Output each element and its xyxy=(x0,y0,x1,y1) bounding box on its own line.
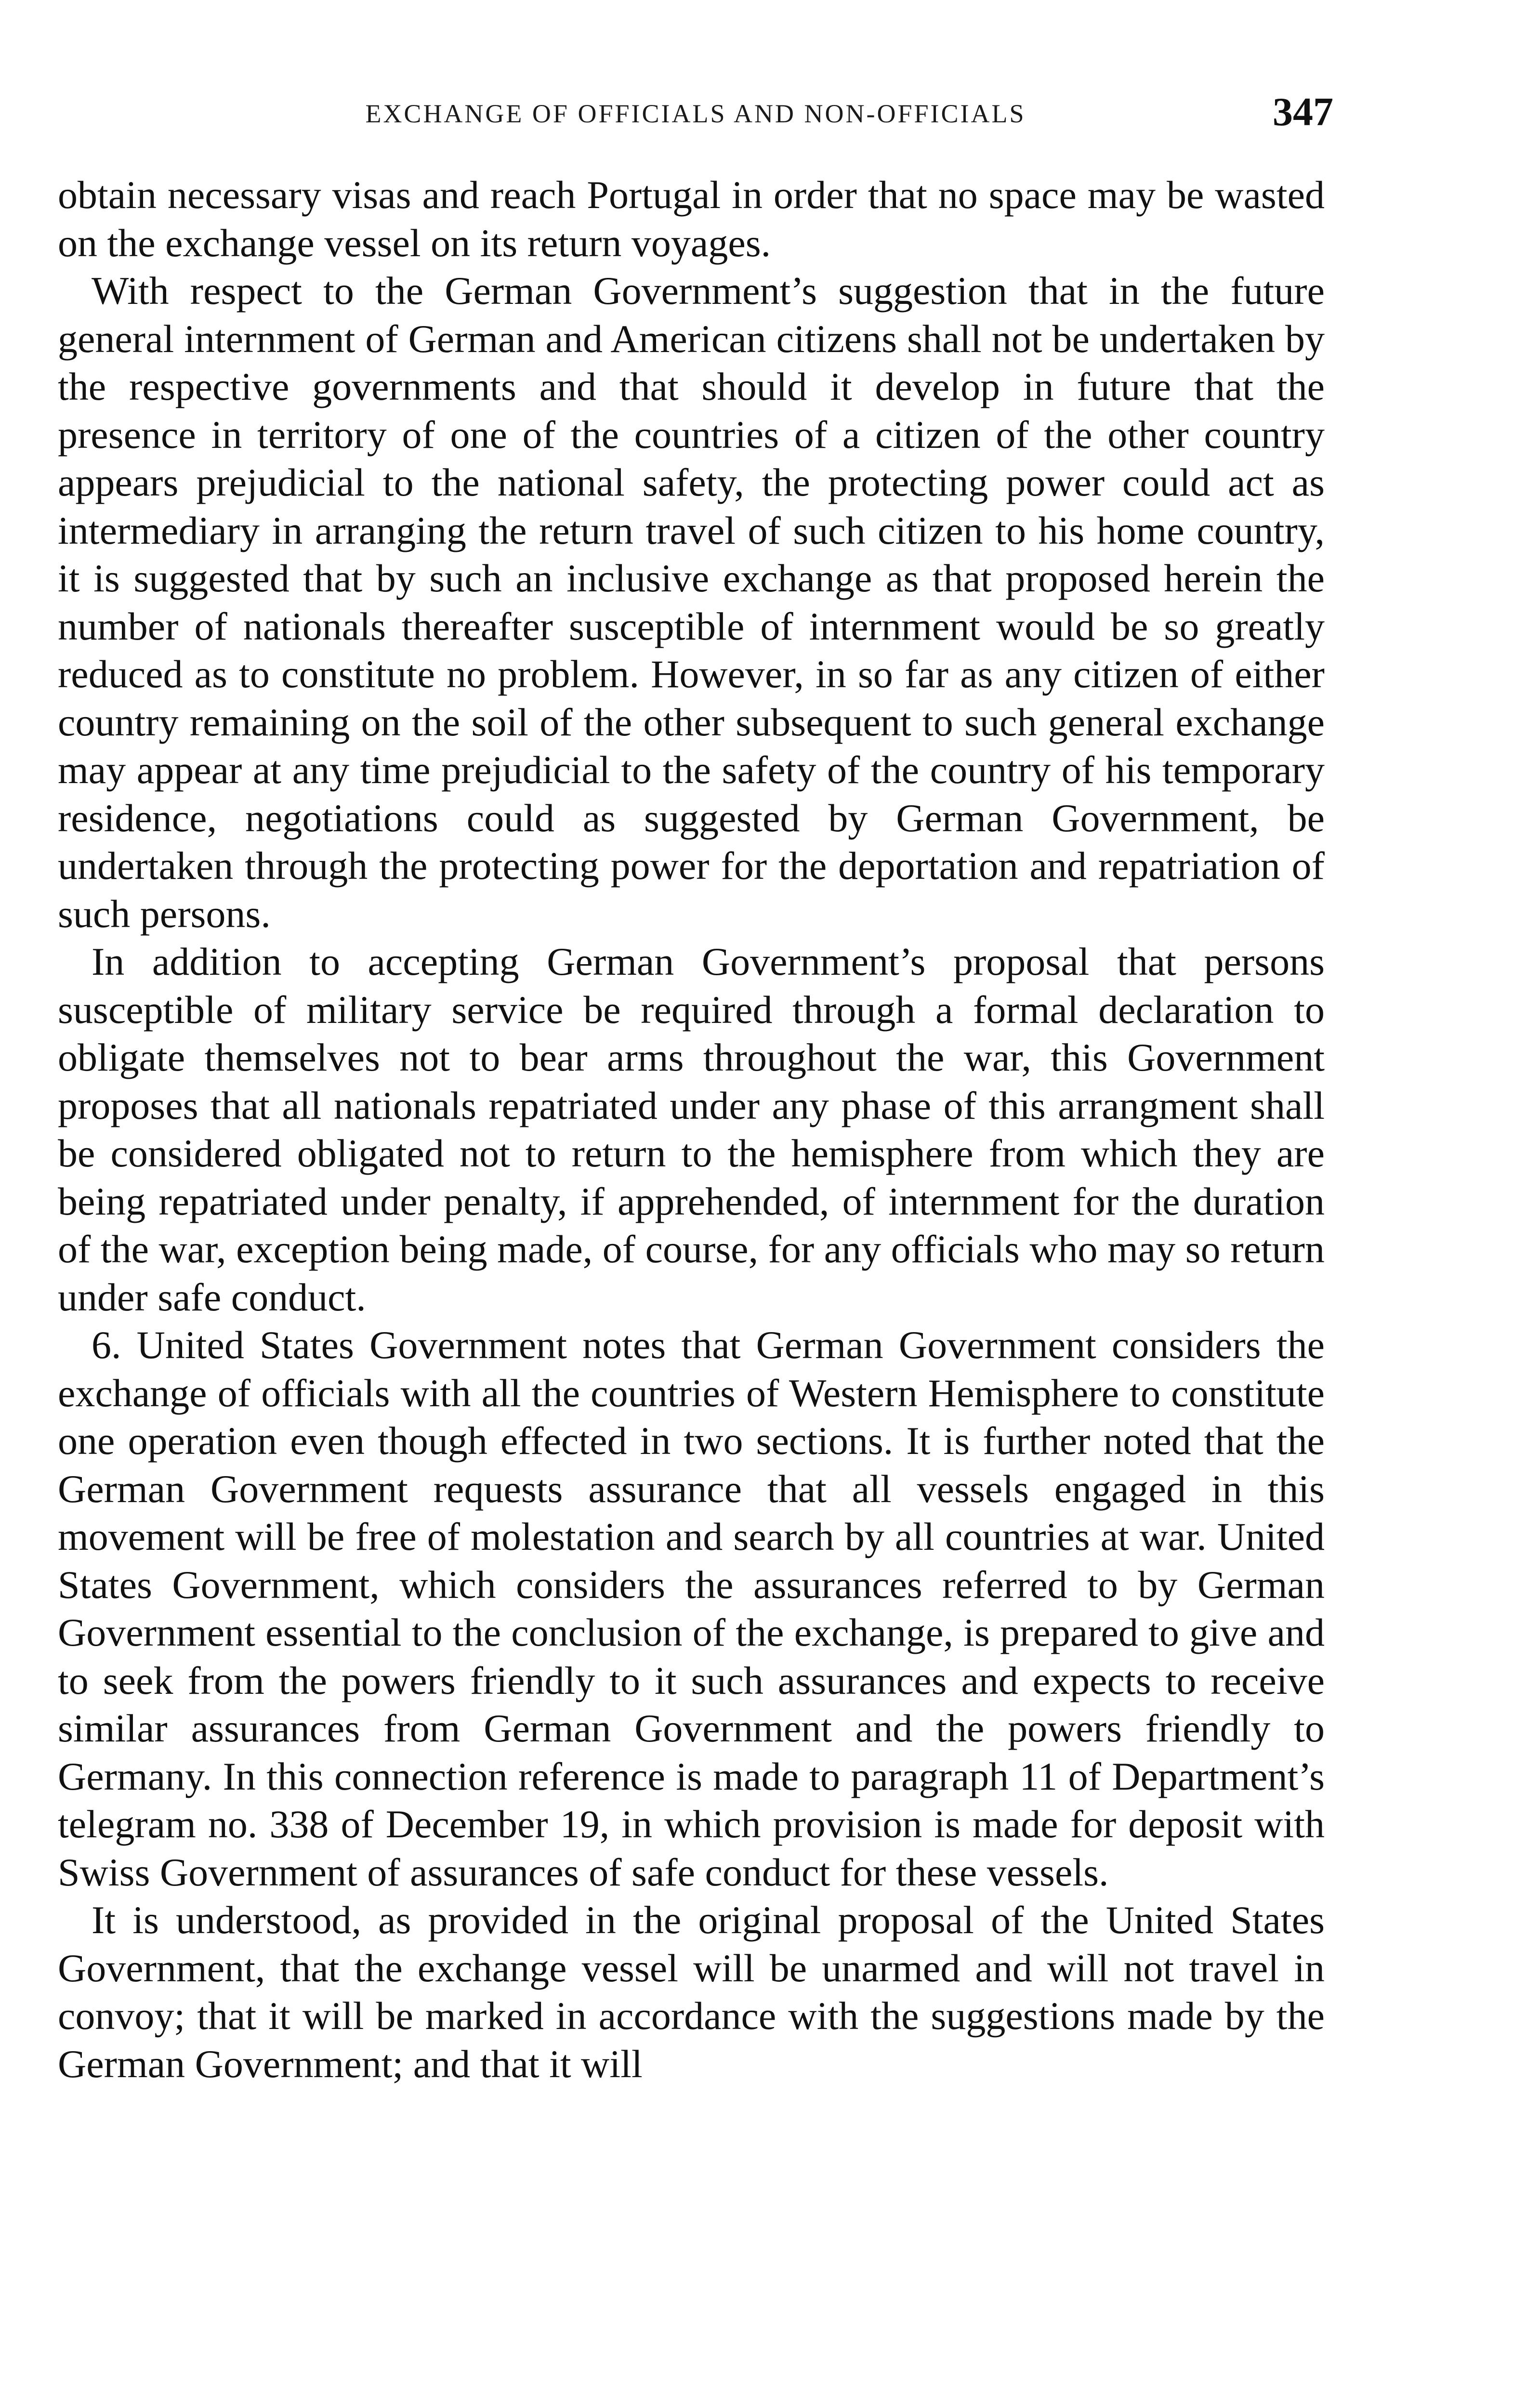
paragraph-continuation: obtain necessary visas and reach Portugal in order that no space may be wasted on the exchange vessel on its return voyages. xyxy=(58,173,1325,265)
page-number: 347 xyxy=(1273,90,1333,134)
paragraph-exchange-vessel: It is understood, as provided in the original proposal of the United States Government, that the exchange vessel will be unarmed and will not travel in convoy; that it will be marked in accordance with the suggestions made by the German Government; and that it will xyxy=(58,1898,1325,2086)
body-text xyxy=(58,171,1325,2088)
paragraph-section-6: 6. United States Government notes that German Government considers the exchange of officials with all the countries of Western Hemisphere to constitute one operation even though effected in two sections. It is further noted that the German Government requests assurance that all vessels engaged in this movement will be free of molestation and search by all countries at war. United States Government, which considers the assurances referred to by German Government essential to the conclusion of the exchange, is prepared to give and to seek from the powers friendly to it such assurances and expects to receive similar assurances from German Government and the powers friendly to Germany. In this connection reference is made to paragraph 11 of Department’s telegram no. 338 of December 19, in which provision is made for deposit with Swiss Government of assurances of safe conduct for these vessels. xyxy=(58,1323,1325,1894)
running-head-title: EXCHANGE OF OFFICIALS AND NON-OFFICIALS xyxy=(365,99,1026,128)
paragraph-internment: With respect to the German Government’s suggestion that in the future general internment of German and American citizens shall not be undertaken by the respective governments and that should it develop in future that the presence in territory of one of the countries of a citizen of the other country appears prejudicial to the national safety, the protecting power could act as intermediary in arranging the return travel of such citizen to his home country, it is suggested that by such an inclusive exchange as that proposed herein the number of nationals thereafter susceptible of internment would be so greatly reduced as to constitute no problem. However, in so far as any citizen of either country remaining on the soil of the other subsequent to such general exchange may appear at any time prejudicial to the safety of the country of his temporary residence, negotiations could as suggested by German Government, be undertaken through the protecting power for the deportation and repatriation of such persons. xyxy=(58,269,1325,936)
paragraph-military-service: In addition to accepting German Government’s proposal that persons susceptible of military service be required through a formal declaration to obligate themselves not to bear arms throughout the war, this Government proposes that all nationals repatriated under any phase of this arrangment shall be considered obligated not to return to the hemisphere from which they are being repatriated under penalty, if apprehended, of internment for the duration of the war, exception being made, of course, for any officials who may so return under safe conduct. xyxy=(58,940,1325,1319)
